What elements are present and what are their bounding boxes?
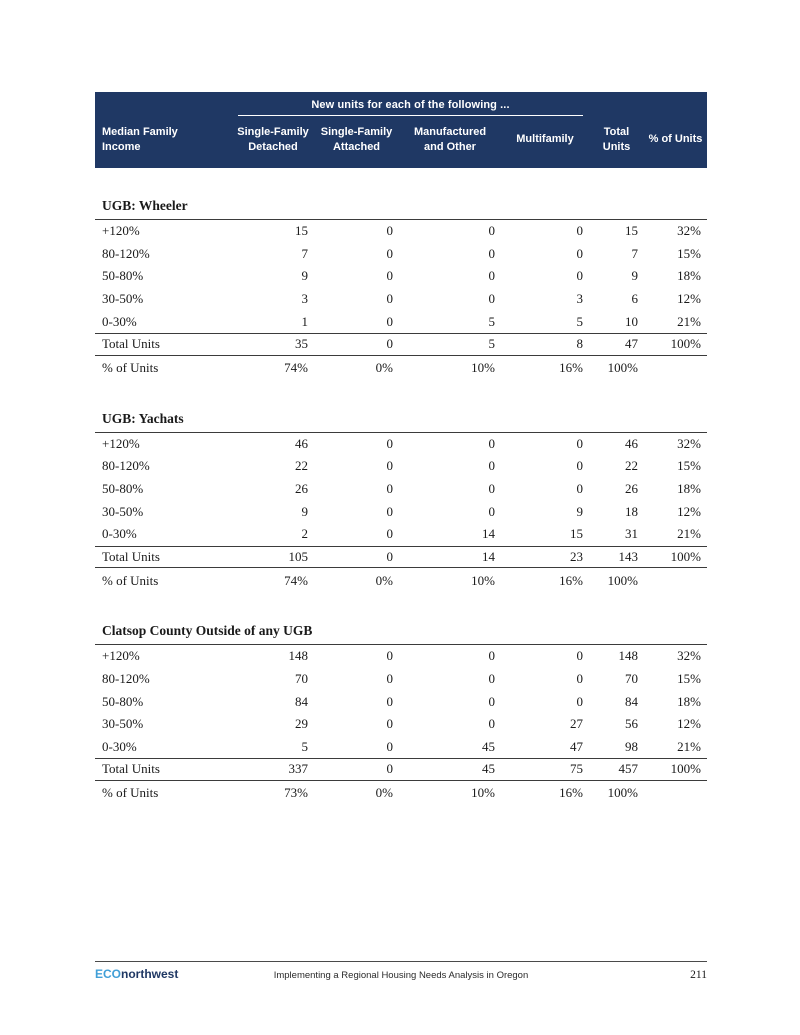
table-cell: 0 [386,481,393,497]
table-cell: 0 [488,503,495,519]
table-cell: 46 [625,435,638,451]
table-cell: 15% [677,245,701,261]
table-cell: 16% [559,572,583,588]
page-number: 211 [690,969,707,981]
table-cell: 5 [576,313,583,329]
column-header-median-family-income: Median Family Income [102,126,178,153]
table-row [95,455,707,478]
table-cell: 0 [576,435,583,451]
header-spacer-right [589,92,707,116]
table-cell: 18% [677,481,701,497]
table-cell: 9 [301,503,308,519]
column-header-total-units: Total Units [602,126,631,153]
table-cell: 0 [488,291,495,307]
table-cell: 0 [576,245,583,261]
table-cell: 15 [570,526,583,542]
table-cell: 0 [488,223,495,239]
table-row [95,310,707,333]
table-cell: 5 [301,738,308,754]
table-row-total [95,333,707,356]
table-cell: 18 [625,503,638,519]
column-header-pct-of-units: % of Units [648,133,703,146]
table-cell: 21% [677,313,701,329]
table-cell: 70 [625,671,638,687]
table-cell: 0 [386,223,393,239]
table-cell: 73% [284,785,308,801]
table-row [95,220,707,243]
table-cell: 21% [677,526,701,542]
table-cell: 0 [488,245,495,261]
table-cell: 100% [607,360,638,376]
table-cell: 16% [559,360,583,376]
table-cell: 7 [631,245,638,261]
table-cell: 29 [295,716,308,732]
table-cell: 45 [482,738,495,754]
table-row [95,713,707,736]
column-header-single-family-detached: Single-Family Detached [237,126,309,153]
row-label: +120% [102,223,140,239]
table-cell: 0 [386,761,393,777]
table-cell: 0 [386,671,393,687]
table-cell: 18% [677,693,701,709]
table-cell: 0 [488,458,495,474]
table-cell: 0 [386,548,393,564]
table-cell: 0% [375,785,393,801]
table-cell: 148 [288,648,308,664]
table-header-span-row [95,92,707,116]
table-cell: 0 [386,245,393,261]
table-cell: 0 [386,435,393,451]
table-row [95,645,707,668]
table-cell: 2 [301,526,308,542]
table-cell: 100% [607,785,638,801]
table-row-total [95,758,707,781]
table-row [95,523,707,546]
table-cell: 15% [677,671,701,687]
row-label: +120% [102,648,140,664]
table-cell: 15 [295,223,308,239]
table-cell: 0 [488,268,495,284]
row-label: 30-50% [102,291,144,307]
table-row [95,288,707,311]
table-row [95,478,707,501]
table-cell: 3 [576,291,583,307]
table-cell: 6 [631,291,638,307]
table-cell: 9 [631,268,638,284]
table-cell: 0 [386,526,393,542]
row-label: 0-30% [102,313,137,329]
table-cell: 0 [386,693,393,709]
table-row [95,736,707,759]
table-section [95,196,707,381]
table-cell: 18% [677,268,701,284]
row-label: 50-80% [102,481,144,497]
table-cell: 0 [488,481,495,497]
table-cell: 0 [386,268,393,284]
table-cell: 7 [301,245,308,261]
table-cell: 22 [295,458,308,474]
table-cell: 10% [471,572,495,588]
table-row-percent [95,568,707,593]
table-cell: 74% [284,572,308,588]
section-title: Clatsop County Outside of any UGB [95,621,707,645]
header-spacer-left [95,92,232,116]
row-label: 80-120% [102,245,150,261]
table-cell: 12% [677,716,701,732]
table-cell: 0 [488,716,495,732]
table-cell: 0 [488,435,495,451]
brand-logo [95,967,178,981]
table-cell: 15% [677,458,701,474]
footer [95,961,707,981]
table-cell: 457 [618,761,638,777]
table-cell: 21% [677,738,701,754]
table-cell: 15 [625,223,638,239]
table-cell: 3 [301,291,308,307]
table-cell: 84 [295,693,308,709]
table-row [95,243,707,266]
table-cell: 0 [386,458,393,474]
table-cell: 0% [375,572,393,588]
table-cell: 105 [288,548,308,564]
table-cell: 337 [288,761,308,777]
table-cell: 70 [295,671,308,687]
span-title: New units for each of the following ... [238,92,583,116]
row-label: 80-120% [102,671,150,687]
table-cell: 0 [386,313,393,329]
table-cell: 45 [482,761,495,777]
table-cell: 74% [284,360,308,376]
table-cell: 143 [618,548,638,564]
table-cell: 0 [386,716,393,732]
section-title: UGB: Yachats [95,409,707,433]
table-row-percent [95,781,707,806]
table-cell: 0 [386,503,393,519]
row-label: % of Units [102,785,159,801]
table-cell: 0 [576,648,583,664]
table-cell: 10 [625,313,638,329]
row-label: Total Units [102,761,160,777]
table-cell: 12% [677,291,701,307]
section-title: UGB: Wheeler [95,196,707,220]
table-cell: 35 [295,336,308,352]
table-cell: 148 [618,648,638,664]
footer-center-text: Implementing a Regional Housing Needs Analysis in Oregon [273,970,529,981]
row-label: 0-30% [102,738,137,754]
row-label: % of Units [102,360,159,376]
table-cell: 0 [488,693,495,709]
table-cell: 84 [625,693,638,709]
row-label: 50-80% [102,693,144,709]
table-cell: 0 [576,268,583,284]
table-cell: 47 [625,336,638,352]
table-cell: 100% [607,572,638,588]
table-cell: 75 [570,761,583,777]
table-section [95,621,707,806]
table-row [95,265,707,288]
table-cell: 46 [295,435,308,451]
row-label: 30-50% [102,716,144,732]
row-label: Total Units [102,336,160,352]
table-cell: 22 [625,458,638,474]
table-cell: 26 [625,481,638,497]
table-cell: 1 [301,313,308,329]
brand-eco: ECO [95,967,122,981]
table-cell: 0 [576,223,583,239]
table-cell: 100% [670,336,701,352]
table-row [95,668,707,691]
row-label: 50-80% [102,268,144,284]
table-cell: 0 [576,481,583,497]
table-row [95,690,707,713]
table-cell: 0 [386,291,393,307]
column-header-single-family-attached: Single-Family Attached [320,126,393,153]
table-cell: 23 [570,548,583,564]
table-cell: 10% [471,785,495,801]
table-cell: 5 [488,336,495,352]
table-cell: 31 [625,526,638,542]
table-cell: 27 [570,716,583,732]
table-cell: 100% [670,548,701,564]
table-cell: 8 [576,336,583,352]
row-label: 30-50% [102,503,144,519]
row-label: Total Units [102,548,160,564]
table-cell: 10% [471,360,495,376]
table-cell: 100% [670,761,701,777]
table-cell: 0 [576,693,583,709]
table-cell: 32% [677,435,701,451]
table-cell: 98 [625,738,638,754]
row-label: 80-120% [102,458,150,474]
table-cell: 12% [677,503,701,519]
table-cell: 14 [482,548,495,564]
table-cell: 32% [677,648,701,664]
table-body [95,196,707,806]
column-header-multifamily: Multifamily [516,133,574,146]
table-section [95,409,707,594]
row-label: % of Units [102,572,159,588]
table-row [95,433,707,456]
table-header-columns-row [95,116,707,168]
table-cell: 26 [295,481,308,497]
table-cell: 0 [576,458,583,474]
table-row-percent [95,356,707,381]
brand-northwest: northwest [121,967,179,981]
table-cell: 0 [386,648,393,664]
table-cell: 0 [386,738,393,754]
table-cell: 0 [386,336,393,352]
column-header-manufactured-and-other: Manufactured and Other [413,126,487,153]
table-cell: 0% [375,360,393,376]
table-cell: 14 [482,526,495,542]
housing-units-table [95,92,707,806]
row-label: 0-30% [102,526,137,542]
table-cell: 32% [677,223,701,239]
table-row-total [95,546,707,569]
table-cell: 47 [570,738,583,754]
table-cell: 0 [488,648,495,664]
table-cell: 0 [576,671,583,687]
table-cell: 9 [301,268,308,284]
table-cell: 0 [488,671,495,687]
table-cell: 9 [576,503,583,519]
table-cell: 16% [559,785,583,801]
row-label: +120% [102,435,140,451]
table-header [95,92,707,168]
table-row [95,500,707,523]
table-cell: 5 [488,313,495,329]
table-cell: 56 [625,716,638,732]
